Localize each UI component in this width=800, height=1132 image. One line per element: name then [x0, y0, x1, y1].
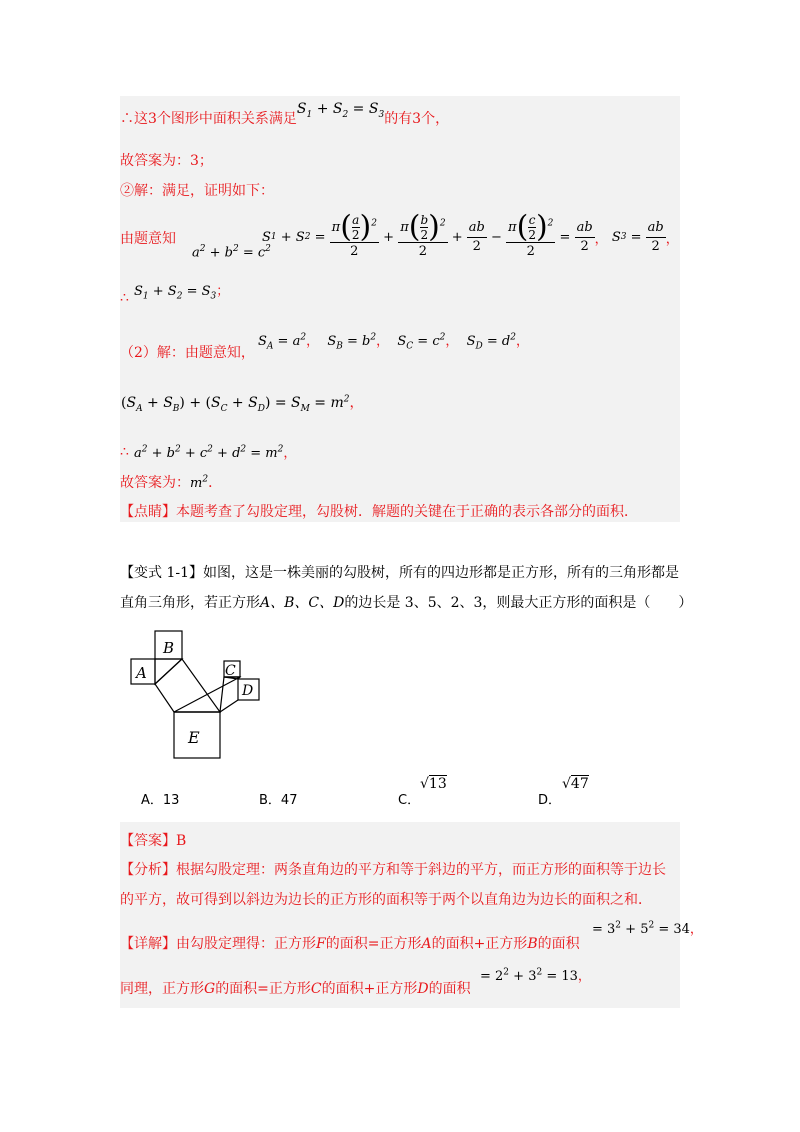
question-vars: A、B、C、D	[260, 595, 345, 611]
same-d: D	[417, 981, 429, 997]
therefore-symbol-2: ∴	[120, 444, 129, 460]
conclusion-text-pre: ∴这3个图形中面积关系满足	[120, 111, 297, 127]
label-c: C	[225, 663, 236, 679]
choice-c[interactable]	[398, 789, 420, 808]
choice-b[interactable]	[259, 789, 297, 808]
square-g	[174, 677, 240, 712]
same-end: 的面积	[428, 981, 471, 997]
connector-line	[220, 700, 238, 712]
label-a: A	[136, 664, 147, 682]
question-line-2-post: 的边长是 3、5、2、3，则最大正方形的面积是（ ）	[344, 595, 693, 611]
question-line-1: 【变式 1-1】如图，这是一株美丽的勾股树，所有的四边形都是正方形，所有的三角形都是	[120, 565, 679, 581]
comment-line: 【点睛】本题考查了勾股定理，勾股树．解题的关键在于正确的表示各部分的面积．	[120, 504, 638, 520]
formula-area-sum: S 1 + S 2 = π( $\frac{a}{2}$ )$^2$ 2 + π( $\frac{b}{2}$ )$^2$ 2 + $\frac{ab}{2}$ − π( $\frac{c}{2}$ )$^2$ 2 = $\frac{ab}{2}$ ， S 3 = $\frac{ab}{2}$ ，	[262, 209, 679, 259]
label-d: D	[242, 683, 254, 699]
detail-line	[120, 933, 580, 953]
formula-pythagoras: $a^2 + b^2 = c^2$	[192, 244, 271, 261]
choice-b-value: 47	[280, 793, 298, 808]
choice-c-radical: √13	[420, 776, 447, 792]
formula-sum-m2: $a^2 + b^2 + c^2 + d^2 = m^2$，	[134, 444, 297, 461]
choice-a-value: 13	[162, 793, 180, 808]
pythagoras-tree-figure	[126, 628, 266, 768]
same-mid1: 的面积=正方形	[215, 981, 311, 997]
label-e: E	[188, 728, 200, 747]
choice-d-value: 47	[570, 776, 589, 792]
detail-mid1: 的面积=正方形	[325, 936, 422, 952]
label-b: B	[163, 639, 175, 657]
formula-sm-sum: $(S_A + S_B) + (S_C + S_D) = S_M = m^2$，	[121, 394, 364, 414]
formula-s-equal: $S_1 + S_2 = S_3$；	[134, 284, 230, 302]
formula-g-area: = $2^2 + 3^2 = 13$，	[480, 967, 591, 984]
choice-d[interactable]	[538, 789, 561, 808]
choice-a[interactable]	[141, 789, 179, 808]
formula-m2: $m^2$	[190, 474, 209, 491]
same-c: C	[310, 981, 322, 997]
analysis-line-2: 的平方，故可得到以斜边为边长的正方形的面积等于两个以直角边为边长的面积之和．	[120, 892, 652, 908]
detail-pre: 【详解】由勾股定理得：正方形	[120, 936, 316, 952]
same-line	[120, 978, 471, 998]
answer-label-2: 故答案为：	[120, 475, 190, 491]
square-f	[155, 659, 220, 712]
detail-end: 的面积	[537, 936, 580, 952]
therefore-symbol-1: ∴	[120, 290, 129, 306]
analysis-line-1: 【分析】根据勾股定理：两条直角边的平方和等于斜边的平方，而正方形的面积等于边长	[120, 862, 666, 878]
detail-mid2: 的面积+正方形	[431, 936, 528, 952]
choice-a-letter: A．	[141, 793, 163, 808]
answer-line-2: 故答案为：$m^2$．	[120, 474, 223, 491]
question-line-2	[120, 592, 692, 612]
part2-subtitle: （2）解：由题意知，	[120, 345, 255, 361]
choice-c-letter: C．	[398, 793, 421, 808]
choice-b-letter: B．	[259, 793, 281, 808]
detail-f: F	[316, 936, 326, 952]
part2-title: ②解：满足，证明如下：	[120, 183, 274, 199]
detail-b: B	[527, 936, 538, 952]
formula-s1-s2-s3: $S_1 + S_2 = S_3$	[296, 101, 385, 120]
same-pre: 同理，正方形	[120, 981, 204, 997]
answer-line-3: 【答案】B	[120, 833, 187, 849]
formula-f-area: = $3^2 + 5^2 = 34$，	[592, 920, 703, 937]
formula-square-areas: $S_A = a^2$， $S_B = b^2$， $S_C = c^2$， $S_D = d^2$，	[258, 332, 529, 352]
choice-c-value: 13	[428, 776, 447, 792]
answer-line-1: 故答案为：3；	[120, 153, 213, 169]
known-label: 由题意知	[120, 231, 176, 247]
choice-d-letter: D．	[538, 793, 562, 808]
choice-d-radical: √47	[562, 776, 589, 792]
detail-a: A	[421, 936, 432, 952]
conclusion-text-post: 的有3个，	[384, 111, 450, 127]
same-mid2: 的面积+正方形	[321, 981, 418, 997]
question-line-2-pre: 直角三角形，若正方形	[120, 595, 260, 611]
same-g: G	[204, 981, 216, 997]
conclusion-line	[120, 101, 450, 130]
